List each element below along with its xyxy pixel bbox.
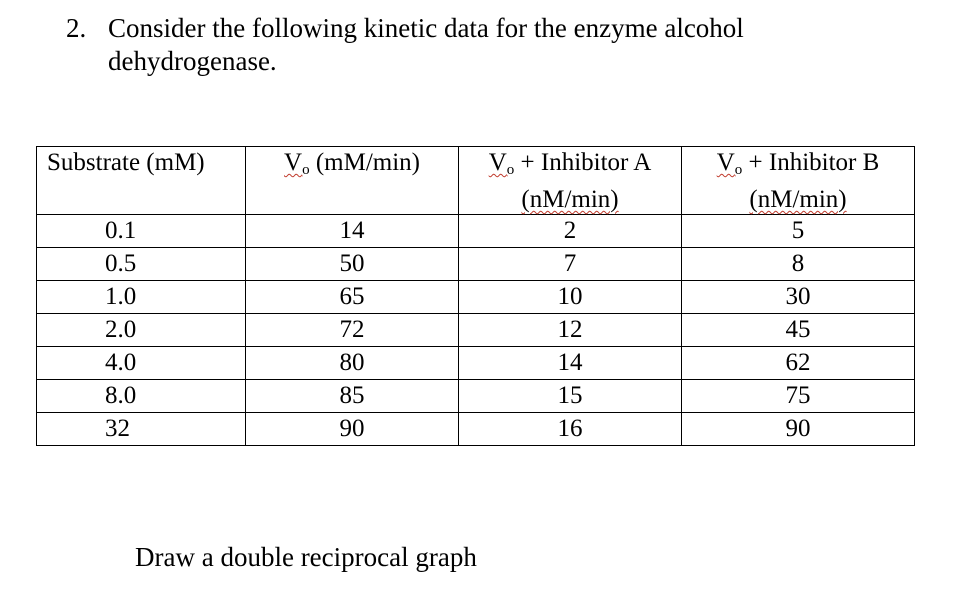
cell-inhibitor-b: 30 xyxy=(682,281,915,314)
cell-substrate: 4.0 xyxy=(37,347,246,380)
cell-inhibitor-b: 5 xyxy=(682,215,915,248)
cell-v0: 50 xyxy=(246,248,459,281)
cell-inhibitor-b: 75 xyxy=(682,380,915,413)
cell-substrate: 8.0 xyxy=(37,380,246,413)
table-row xyxy=(37,248,915,281)
v0-symbol: $V_o$ xyxy=(284,149,310,178)
cell-substrate: 1.0 xyxy=(37,281,246,314)
cell-inhibitor-a: 10 xyxy=(459,281,682,314)
table-row xyxy=(37,314,915,347)
cell-substrate: 32 xyxy=(37,413,246,446)
cell-v0: 14 xyxy=(246,215,459,248)
table-row xyxy=(37,215,915,248)
v0-symbol-b: $V_o$ xyxy=(716,149,743,178)
header-substrate: Substrate (mM) xyxy=(37,147,246,215)
inhibitor-a-units: (nM/min) xyxy=(521,186,619,213)
cell-v0: 65 xyxy=(246,281,459,314)
question-number: 2. xyxy=(66,13,87,43)
inhibitor-b-units: (nM/min) xyxy=(749,186,847,213)
header-inhibitor-a: $V_o$ + Inhibitor A (nM/min) xyxy=(459,147,682,215)
kinetic-data-table xyxy=(36,146,915,446)
table-row xyxy=(37,281,915,314)
table-row xyxy=(37,347,915,380)
v0-symbol-a: $V_o$ xyxy=(488,149,515,178)
cell-v0: 85 xyxy=(246,380,459,413)
cell-inhibitor-a: 14 xyxy=(459,347,682,380)
cell-inhibitor-a: 16 xyxy=(459,413,682,446)
instruction-text: Draw a double reciprocal graph xyxy=(135,542,477,572)
cell-inhibitor-a: 12 xyxy=(459,314,682,347)
header-v0: $V_o$ (mM/min) xyxy=(246,147,459,215)
cell-inhibitor-b: 90 xyxy=(682,413,915,446)
cell-substrate: 0.5 xyxy=(37,248,246,281)
cell-substrate: 0.1 xyxy=(37,215,246,248)
cell-inhibitor-a: 2 xyxy=(459,215,682,248)
cell-inhibitor-a: 15 xyxy=(459,380,682,413)
table-header-row xyxy=(37,147,915,215)
cell-v0: 72 xyxy=(246,314,459,347)
cell-v0: 80 xyxy=(246,347,459,380)
cell-inhibitor-b: 45 xyxy=(682,314,915,347)
cell-inhibitor-a: 7 xyxy=(459,248,682,281)
cell-inhibitor-b: 62 xyxy=(682,347,915,380)
cell-inhibitor-b: 8 xyxy=(682,248,915,281)
table-row xyxy=(37,413,915,446)
question-text: Consider the following kinetic data for the enzyme alcohol dehydrogenase. xyxy=(108,13,744,76)
cell-substrate: 2.0 xyxy=(37,314,246,347)
cell-v0: 90 xyxy=(246,413,459,446)
header-inhibitor-b: $V_o$ + Inhibitor B (nM/min) xyxy=(682,147,915,215)
table-row xyxy=(37,380,915,413)
